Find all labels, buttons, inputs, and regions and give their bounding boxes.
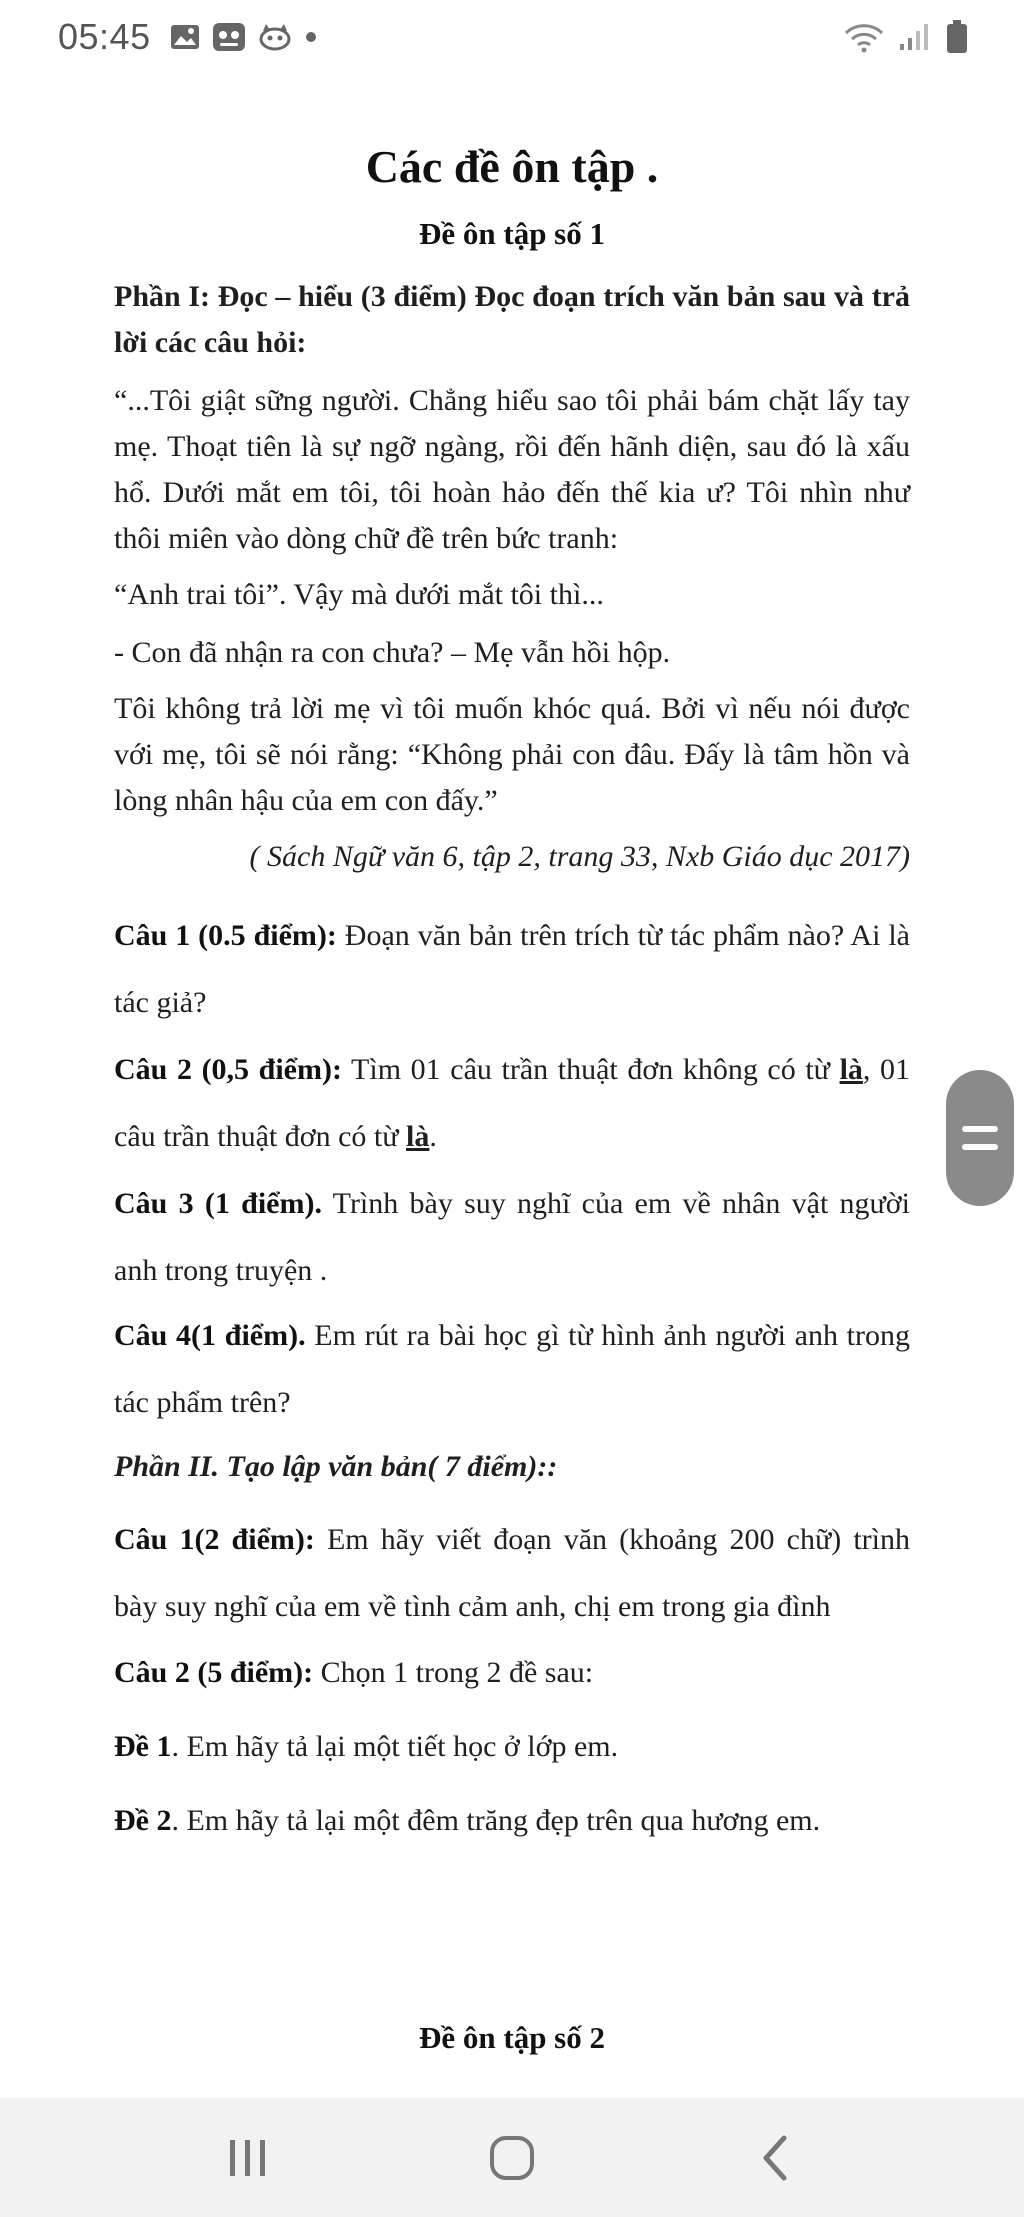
question-3-text: Trình bày suy nghĩ của em về nhân vật người anh trong truyện .: [114, 1187, 910, 1287]
signal-icon: [898, 22, 932, 57]
navigation-bar: [0, 2098, 1024, 2217]
passage-paragraph-4: Tôi không trả lời mẹ vì tôi muốn khóc quá. Bởi vì nếu nói được với mẹ, tôi sẽ nói rằng: “Không phải con đâu. Đấy là tâm hồn và lòng nhân hậu của em con đấy.”: [114, 692, 910, 817]
part-2-question-2-label: Câu 2 (5 điểm):: [114, 1656, 314, 1689]
recent-apps-icon: [216, 2126, 280, 2190]
question-3-label: Câu 3 (1 điểm).: [114, 1187, 322, 1220]
citation: ( Sách Ngữ văn 6, tập 2, trang 33, Nxb Giáo dục 2017): [249, 840, 910, 873]
exam-2-title: Đề ôn tập số 2: [418, 2020, 605, 2055]
topic-1-label: Đề 1: [114, 1730, 172, 1763]
question-1: [114, 902, 910, 1036]
battery-icon: [946, 20, 968, 59]
part-2-question-1-label: Câu 1(2 điểm):: [114, 1523, 315, 1556]
part-2-question-2-text: Chọn 1 trong 2 đề sau:: [313, 1656, 594, 1689]
part-2-question-2: [114, 1650, 910, 1696]
fast-scroll-handle[interactable]: [946, 1070, 1014, 1206]
part-2-question-1: [114, 1506, 910, 1640]
question-4: [114, 1302, 910, 1436]
question-1-label: Câu 1 (0.5 điểm):: [114, 919, 337, 952]
passage-paragraph-2: “Anh trai tôi”. Vậy mà dưới mắt tôi thì...: [114, 578, 604, 611]
question-2-text-b: , 01 câu trần thuật đơn có từ: [114, 1053, 911, 1153]
part-1-heading: Phần I: Đọc – hiểu (3 điểm) Đọc đoạn trích văn bản sau và trả lời các câu hỏi:: [114, 280, 910, 359]
question-4-text: Em rút ra bài học gì từ hình ảnh người anh trong tác phẩm trên?: [114, 1319, 911, 1419]
part-2-heading: Phần II. Tạo lập văn bản( 7 điểm)::: [114, 1450, 558, 1483]
question-3: [114, 1170, 910, 1304]
underlined-word-la-1: là: [839, 1053, 863, 1086]
back-icon: [744, 2126, 808, 2190]
home-button[interactable]: [480, 2126, 544, 2190]
home-icon: [480, 2126, 544, 2190]
topic-2: [114, 1798, 910, 1844]
status-bar: [0, 0, 1024, 80]
back-button[interactable]: [744, 2126, 808, 2190]
part-2-question-1-text: Em hãy viết đoạn văn (khoảng 200 chữ) trình bày suy nghĩ của em về tình cảm anh, chị em trong gia đình: [114, 1523, 910, 1623]
passage-paragraph-1: “...Tôi giật sững người. Chẳng hiểu sao tôi phải bám chặt lấy tay mẹ. Thoạt tiên là sự ngỡ ngàng, rồi đến hãnh diện, sau đó là xấu hổ. Dưới mắt em tôi, tôi hoàn hảo đến thế kia ư? Tôi nhìn như thôi miên vào dòng chữ đề trên bức tranh:: [114, 384, 910, 555]
question-1-text: Đoạn văn bản trên trích từ tác phẩm nào? Ai là tác giả?: [114, 919, 910, 1019]
scroll-handle-grip-top: [962, 1126, 998, 1132]
underlined-word-la-2: là: [406, 1120, 430, 1153]
question-2-label: Câu 2 (0,5 điểm):: [114, 1053, 342, 1086]
app-notification-icon: [212, 22, 246, 57]
scroll-handle-grip-bottom: [962, 1144, 998, 1150]
gallery-icon: [170, 23, 200, 56]
document-title: Các đề ôn tập .: [365, 141, 659, 192]
topic-1: [114, 1724, 910, 1770]
recent-apps-button[interactable]: [216, 2126, 280, 2190]
topic-2-text: . Em hãy tả lại một đêm trăng đẹp trên qua hương em.: [171, 1804, 821, 1837]
passage-paragraph-3: - Con đã nhận ra con chưa? – Mẹ vẫn hồi hộp.: [114, 636, 671, 669]
question-2-text-c: .: [429, 1120, 437, 1153]
topic-2-label: Đề 2: [114, 1804, 172, 1837]
question-4-label: Câu 4(1 điểm).: [114, 1319, 306, 1352]
cat-app-icon: [258, 23, 292, 56]
notification-icons: [170, 22, 318, 57]
topic-1-text: . Em hãy tả lại một tiết học ở lớp em.: [171, 1730, 619, 1763]
exam-1-title: Đề ôn tập số 1: [418, 216, 605, 251]
system-icons: [844, 20, 968, 59]
question-2: [114, 1036, 910, 1170]
question-2-text-a: Tìm 01 câu trần thuật đơn không có từ: [341, 1053, 840, 1086]
wifi-icon: [844, 21, 884, 58]
status-time: 05:45: [58, 16, 151, 57]
more-dot-icon: [304, 30, 318, 49]
